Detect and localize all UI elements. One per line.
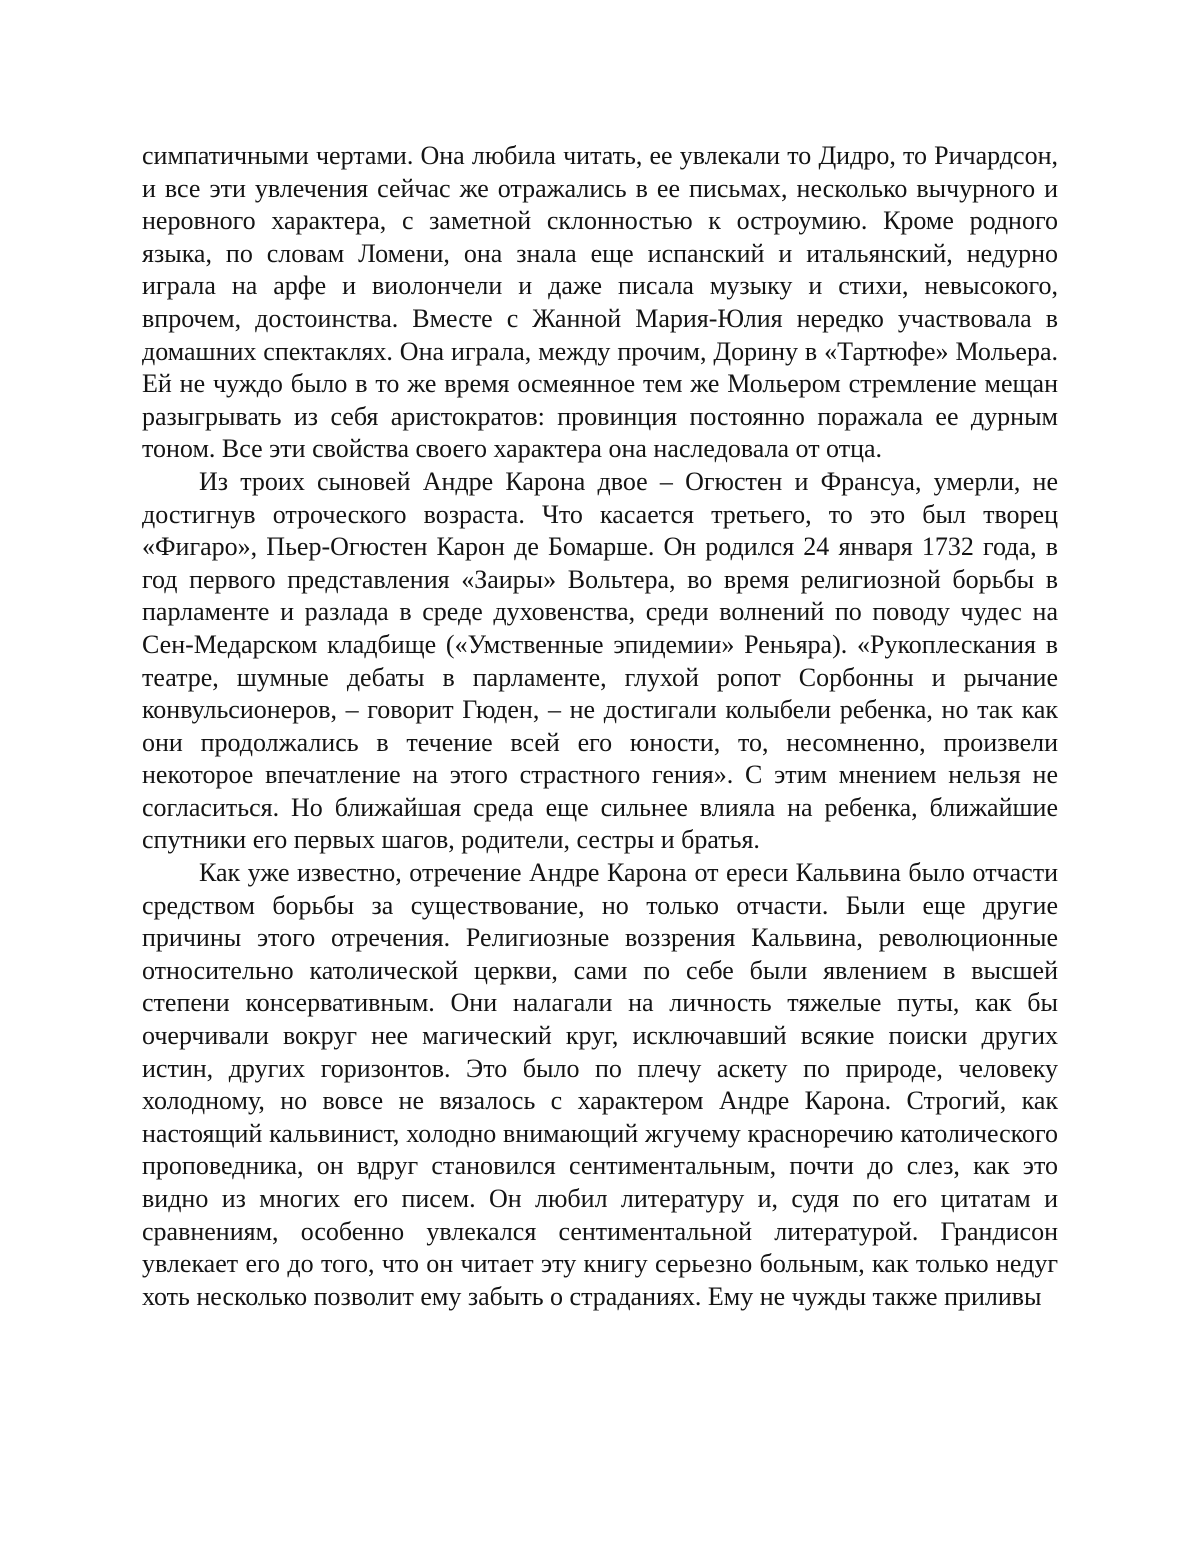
paragraph-2: Из троих сыновей Андре Карона двое – Огюстен и Франсуа, умерли, не достигнув отроческого возраста. Что касается третьего, то это был творец «Фигаро», Пьер-Огюстен Карон де Бомарше. Он родился 24 января 1732 года, в год первого представления «Заиры» Вольтера, во время религиозной борьбы в парламенте и разлада в среде духовенства, среди волнений по поводу чудес на Сен-Медарском кладбище («Умственные эпидемии» Реньяра). «Рукоплескания в театре, шумные дебаты в парламенте, глухой ропот Сорбонны и рычание конвульсионеров, – говорит Гюден, – не достигали колыбели ребенка, но так как они продолжались в течение всей его юности, то, несомненно, произвели некоторое впечатление на этого страстного гения». С этим мнением нельзя не согласиться. Но ближайшая среда еще сильнее влияла на ребенка, ближайшие спутники его первых шагов, родители, сестры и братья.: [142, 466, 1058, 857]
paragraph-3: Как уже известно, отречение Андре Карона от ереси Кальвина было отчасти средством борьбы за существование, но только отчасти. Были еще другие причины этого отречения. Религиозные воззрения Кальвина, революционные относительно католической церкви, сами по себе были явлением в высшей степени консервативным. Они налагали на личность тяжелые путы, как бы очерчивали вокруг нее магический круг, исключавший всякие поиски других истин, других горизонтов. Это было по плечу аскету по природе, человеку холодному, но вовсе не вязалось с характером Андре Карона. Строгий, как настоящий кальвинист, холодно внимающий жгучему красноречию католического проповедника, он вдруг становился сентиментальным, почти до слез, как это видно из многих его писем. Он любил литературу и, судя по его цитатам и сравнениям, особенно увлекался сентиментальной литературой. Грандисон увлекает его до того, что он читает эту книгу серьезно больным, как только недуг хоть несколько позволит ему забыть о страданиях. Ему не чужды также приливы: [142, 857, 1058, 1313]
paragraph-1: симпатичными чертами. Она любила читать, ее увлекали то Дидро, то Ричардсон, и все эти увлечения сейчас же отражались в ее письмах, несколько вычурного и неровного характера, с заметной склонностью к остроумию. Кроме родного языка, по словам Ломени, она знала еще испанский и итальянский, недурно играла на арфе и виолончели и даже писала музыку и стихи, невысокого, впрочем, достоинства. Вместе с Жанной Мария-Юлия нередко участвовала в домашних спектаклях. Она играла, между прочим, Дорину в «Тартюфе» Мольера. Ей не чуждо было в то же время осмеянное тем же Мольером стремление мещан разыгрывать из себя аристократов: провинция постоянно поражала ее дурным тоном. Все эти свойства своего характера она наследовала от отца.: [142, 140, 1058, 466]
text-column: [142, 140, 1058, 1313]
document-page: [0, 0, 1200, 1553]
